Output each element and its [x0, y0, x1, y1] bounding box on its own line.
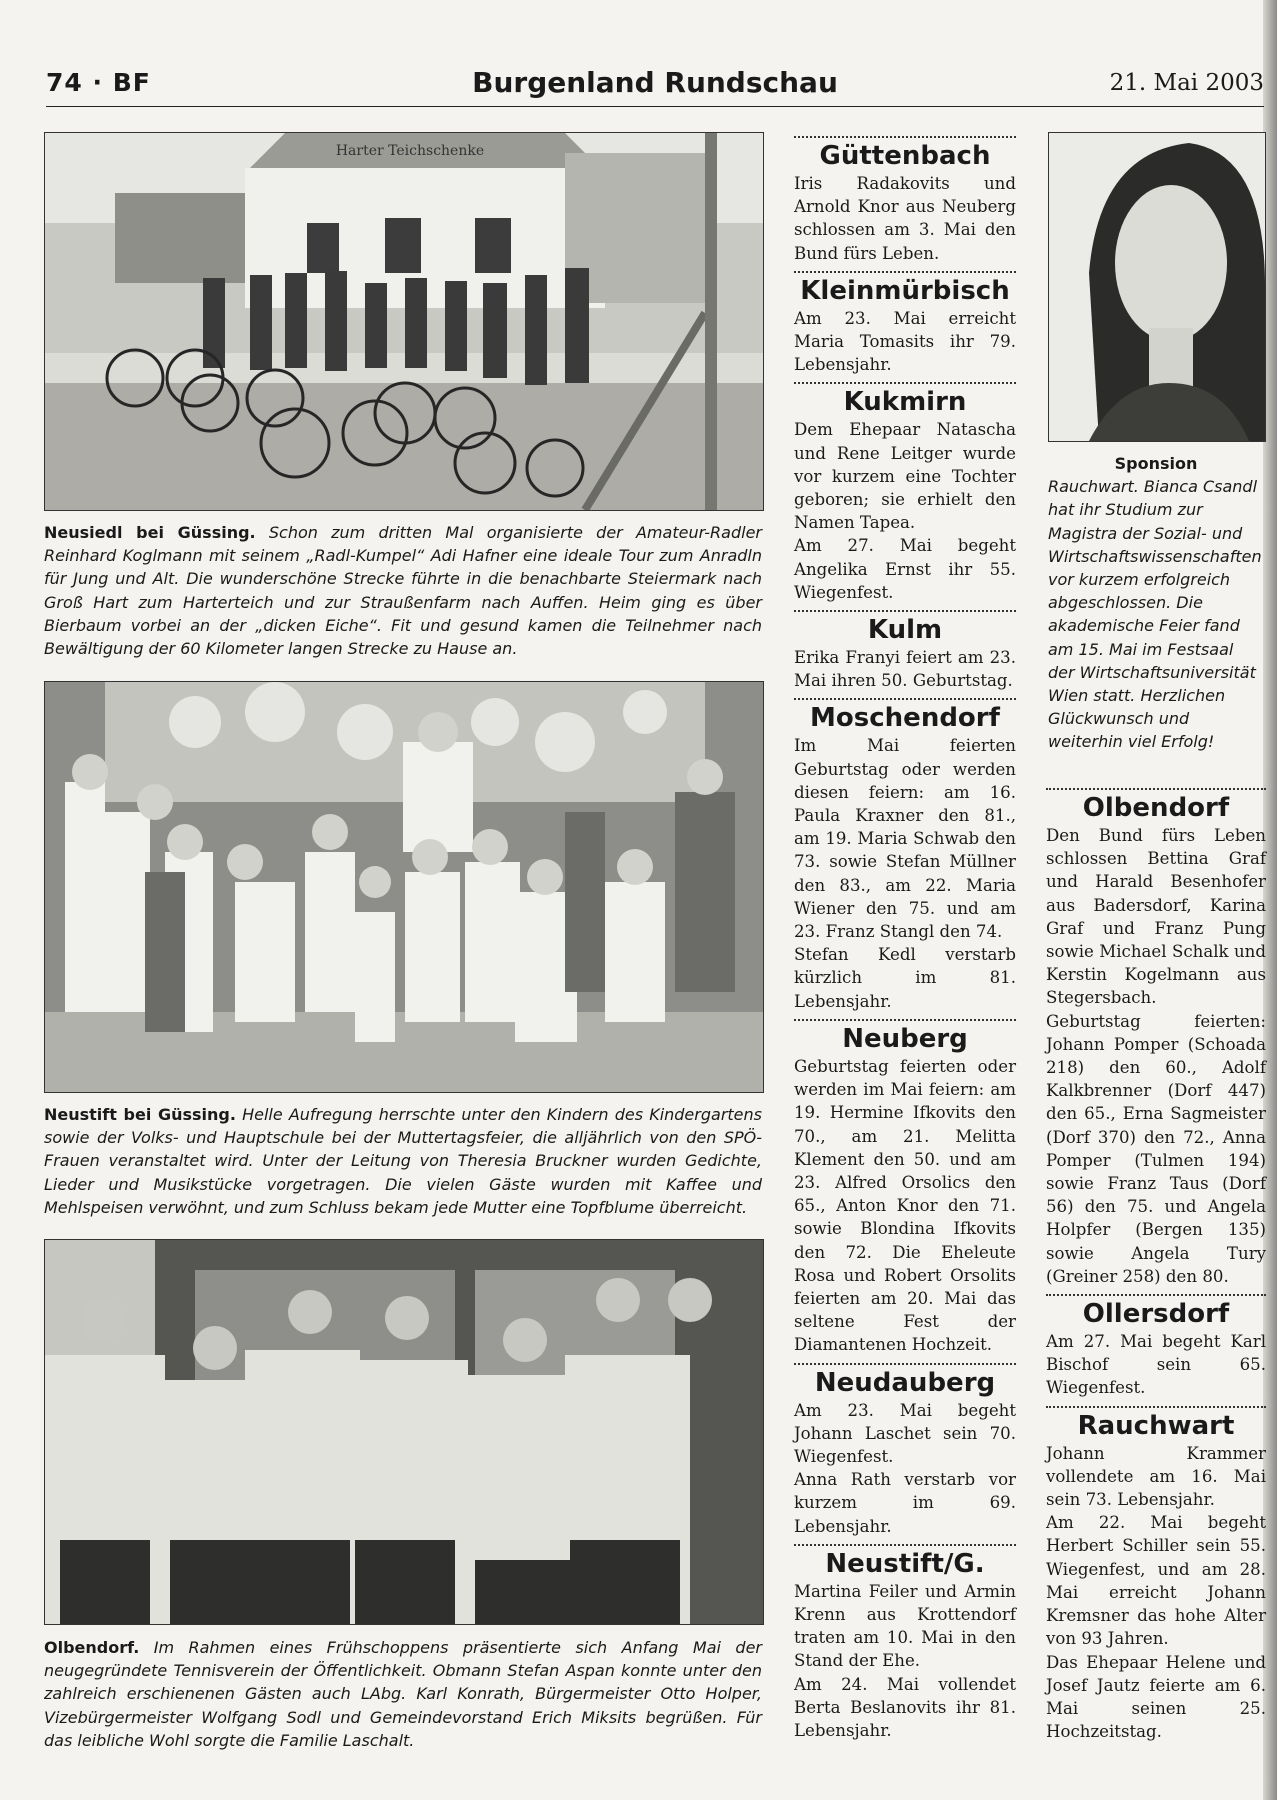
section-heading: Neustift/G. [825, 1548, 985, 1579]
photo-portrait [1048, 132, 1266, 442]
caption-text: Schon zum dritten Mal organisierte der Amateur-Radler Reinhard Koglmann mit seinem „Radl-Kumpel“ Adi Hafner eine ideale Tour zum Anradln für Jung und Alt. Die wunderschöne Strecke führte in die benachbarte Steiermark nach Groß Hart zum Harterteich und zur Straußenfarm nach Auffen. Heim ging es über Bierbaum vorbei an der „dicken Eiche“. Fit und gesund kamen die Teilnehmer nach Bewältigung der 60 Kilometer langen Strecke zu Hause an. [44, 523, 763, 659]
section-text: Martina Feiler und Armin Krenn aus Krottendorf traten am 10. Mai in den Stand der Ehe. [794, 1581, 1016, 1671]
caption-place: Neusiedl bei Güssing. [44, 523, 256, 542]
caption-place: Neustift bei Güssing. [44, 1105, 236, 1124]
section-text: Am 23. Mai erreicht Maria Tomasits ihr 79. Lebensjahr. [794, 308, 1016, 375]
issue-date: 21. Mai 2003 [1109, 70, 1264, 96]
section-text: Am 24. Mai vollendet Berta Beslanovits ihr 81. Lebensjahr. [794, 1674, 1016, 1740]
section-text: Geburtstag feierten oder werden im Mai feiern: am 19. Hermine Ifkovits den 70., am 21. Melitta Klement den 50. und am 23. Alfred Orsolics den 65., Anton Knor den 71. sowie Blondina Ifkovits den 72. Die Eheleute Rosa und Robert Orsolits feierten am 20. Mai das seltene Fest der Diamantenen Hochzeit. [794, 1056, 1016, 1355]
section-text: Am 23. Mai begeht Johann Laschet sein 70. Wiegenfest. [794, 1400, 1016, 1466]
section-text: Erika Franyi feiert am 23. Mai ihren 50. Geburtstag. [794, 648, 1016, 691]
section-neuberg [794, 1019, 1016, 1357]
section-heading: Güttenbach [819, 141, 991, 171]
section-heading: Kulm [867, 615, 943, 646]
section-moschendorf [794, 698, 1016, 1012]
page-number: 74 · BF [46, 68, 151, 97]
section-text: Anna Rath verstarb vor kurzem im 69. Lebensjahr. [794, 1470, 1016, 1536]
section-text: Den Bund fürs Leben schlossen Bettina Graf und Harald Besenhofer aus Badersdorf, Karina Graf und Franz Pung sowie Michael Schalk und Kerstin Kogelmann aus Stegersbach. [1046, 826, 1266, 1008]
section-heading: Kukmirn [843, 387, 967, 418]
sponsion-notice [1048, 452, 1264, 754]
caption-cyclists [44, 521, 762, 660]
section-neudauberg [794, 1363, 1016, 1538]
newspaper-title: Burgenland Rundschau [472, 66, 838, 99]
caption-tennis-club [44, 1636, 762, 1752]
page-header [46, 66, 1264, 107]
section-text: Am 27. Mai begeht Angelika Ernst ihr 55. Wiegenfest. [794, 536, 1016, 602]
caption-text: Im Rahmen eines Frühschoppens präsentierte sich Anfang Mai der neugegründete Tennisverein der Öffentlichkeit. Obmann Stefan Aspan konnte unter den zahlreich erschienenen Gästen auch LAbg. Karl Konrath, Bürgermeister Otto Holper, Vizebürgermeister Wolfgang Sodl und Gemeindevorstand Erich Miksits begrüßen. Für das leibliche Wohl sorgte die Familie Laschalt. [44, 1638, 762, 1750]
section-ollersdorf [1046, 1294, 1266, 1400]
section-kukmirn [794, 382, 1016, 604]
section-olbendorf [1046, 788, 1266, 1288]
photo-children [44, 681, 764, 1093]
section-heading: Ollersdorf [1082, 1299, 1230, 1330]
section-text: Am 27. Mai begeht Karl Bischof sein 65. Wiegenfest. [1046, 1332, 1266, 1398]
section-text: Am 22. Mai begeht Herbert Schiller sein 55. Wiegenfest, und am 28. Mai erreicht Johann Kremsner das hohe Alter von 93 Jahren. [1046, 1513, 1266, 1649]
section-text: Iris Radakovits und Arnold Knor aus Neuberg schlossen am 3. Mai den Bund fürs Leben. [794, 174, 1016, 263]
section-heading: Moschendorf [810, 703, 1000, 734]
section-rauchwart [1046, 1406, 1266, 1744]
section-kleinmuerbisch [794, 271, 1016, 377]
caption-text: Helle Aufregung herrschte unter den Kindern des Kindergartens sowie der Volks- und Hauptschule bei der Muttertagsfeier, die alljährlich von den SPÖ-Frauen veranstaltet wird. Unter der Leitung von Theresia Bruckner wurden Gedichte, Lieder und Musikstücke vorgetragen. Die vielen Gäste wurden mit Kaffee und Mehlspeisen verwöhnt, und zum Schluss bekam jede Mutter eine Topfblume überreicht. [44, 1105, 762, 1217]
section-heading: Kleinmürbisch [800, 275, 1010, 306]
section-heading: Rauchwart [1077, 1410, 1235, 1441]
photo-sign-text: Harter Teichschenke [335, 143, 485, 159]
caption-children [44, 1103, 762, 1219]
column-local-news [794, 130, 1016, 1742]
caption-place: Olbendorf. [44, 1638, 140, 1657]
section-text: Johann Krammer vollendete am 16. Mai sein 73. Lebensjahr. [1046, 1443, 1266, 1510]
section-text: Geburtstag feierten: Johann Pomper (Schoada 218) den 60., Adolf Kalkbrenner (Dorf 447) den 65., Erna Sagmeister (Dorf 370) den 72., Anna Pomper (Tulmen 194) sowie Franz Taus (Dorf 56) den 75. und Angela Holpfer (Bergen 135) sowie Angela Tury (Greiner 258) den 80. [1046, 1011, 1266, 1286]
photo-cyclists [44, 132, 764, 511]
sponsion-heading: Sponsion [1114, 454, 1198, 473]
section-heading: Olbendorf [1082, 793, 1230, 823]
section-kulm [794, 610, 1016, 692]
column-right-news [1046, 782, 1266, 1743]
section-text: Im Mai feierten Geburtstag oder werden diesen feiern: am 16. Paula Kraxner den 81., am 19. Maria Schwab den 73. sowie Stefan Müllner den 83., am 22. Maria Wiener den 75. und am 23. Franz Stangl den 74. [794, 736, 1016, 942]
section-text: Stefan Kedl verstarb kürzlich im 81. Lebensjahr. [794, 945, 1016, 1011]
sponsion-text: Rauchwart. Bianca Csandl hat ihr Studium zur Magistra der Sozial- und Wirtschaftswissenschaften vor kurzem erfolgreich abgeschlossen. Die akademische Feier fand am 15. Mai im Festsaal der Wirtschaftsuniversität Wien statt. Herzlichen Glückwunsch und weiterhin viel Erfolg! [1048, 477, 1262, 752]
section-neustift [794, 1544, 1016, 1742]
section-heading: Neudauberg [814, 1367, 996, 1398]
section-text: Dem Ehepaar Natascha und Rene Leitger wurde vor kurzem eine Tochter geboren; sie erhielt den Namen Tapea. [794, 420, 1016, 533]
section-heading: Neuberg [842, 1023, 968, 1054]
section-text: Das Ehepaar Helene und Josef Jautz feierte am 6. Mai seinen 25. Hochzeitstag. [1046, 1652, 1266, 1742]
section-guettenbach [794, 136, 1016, 265]
photo-tennis-club [44, 1239, 764, 1625]
